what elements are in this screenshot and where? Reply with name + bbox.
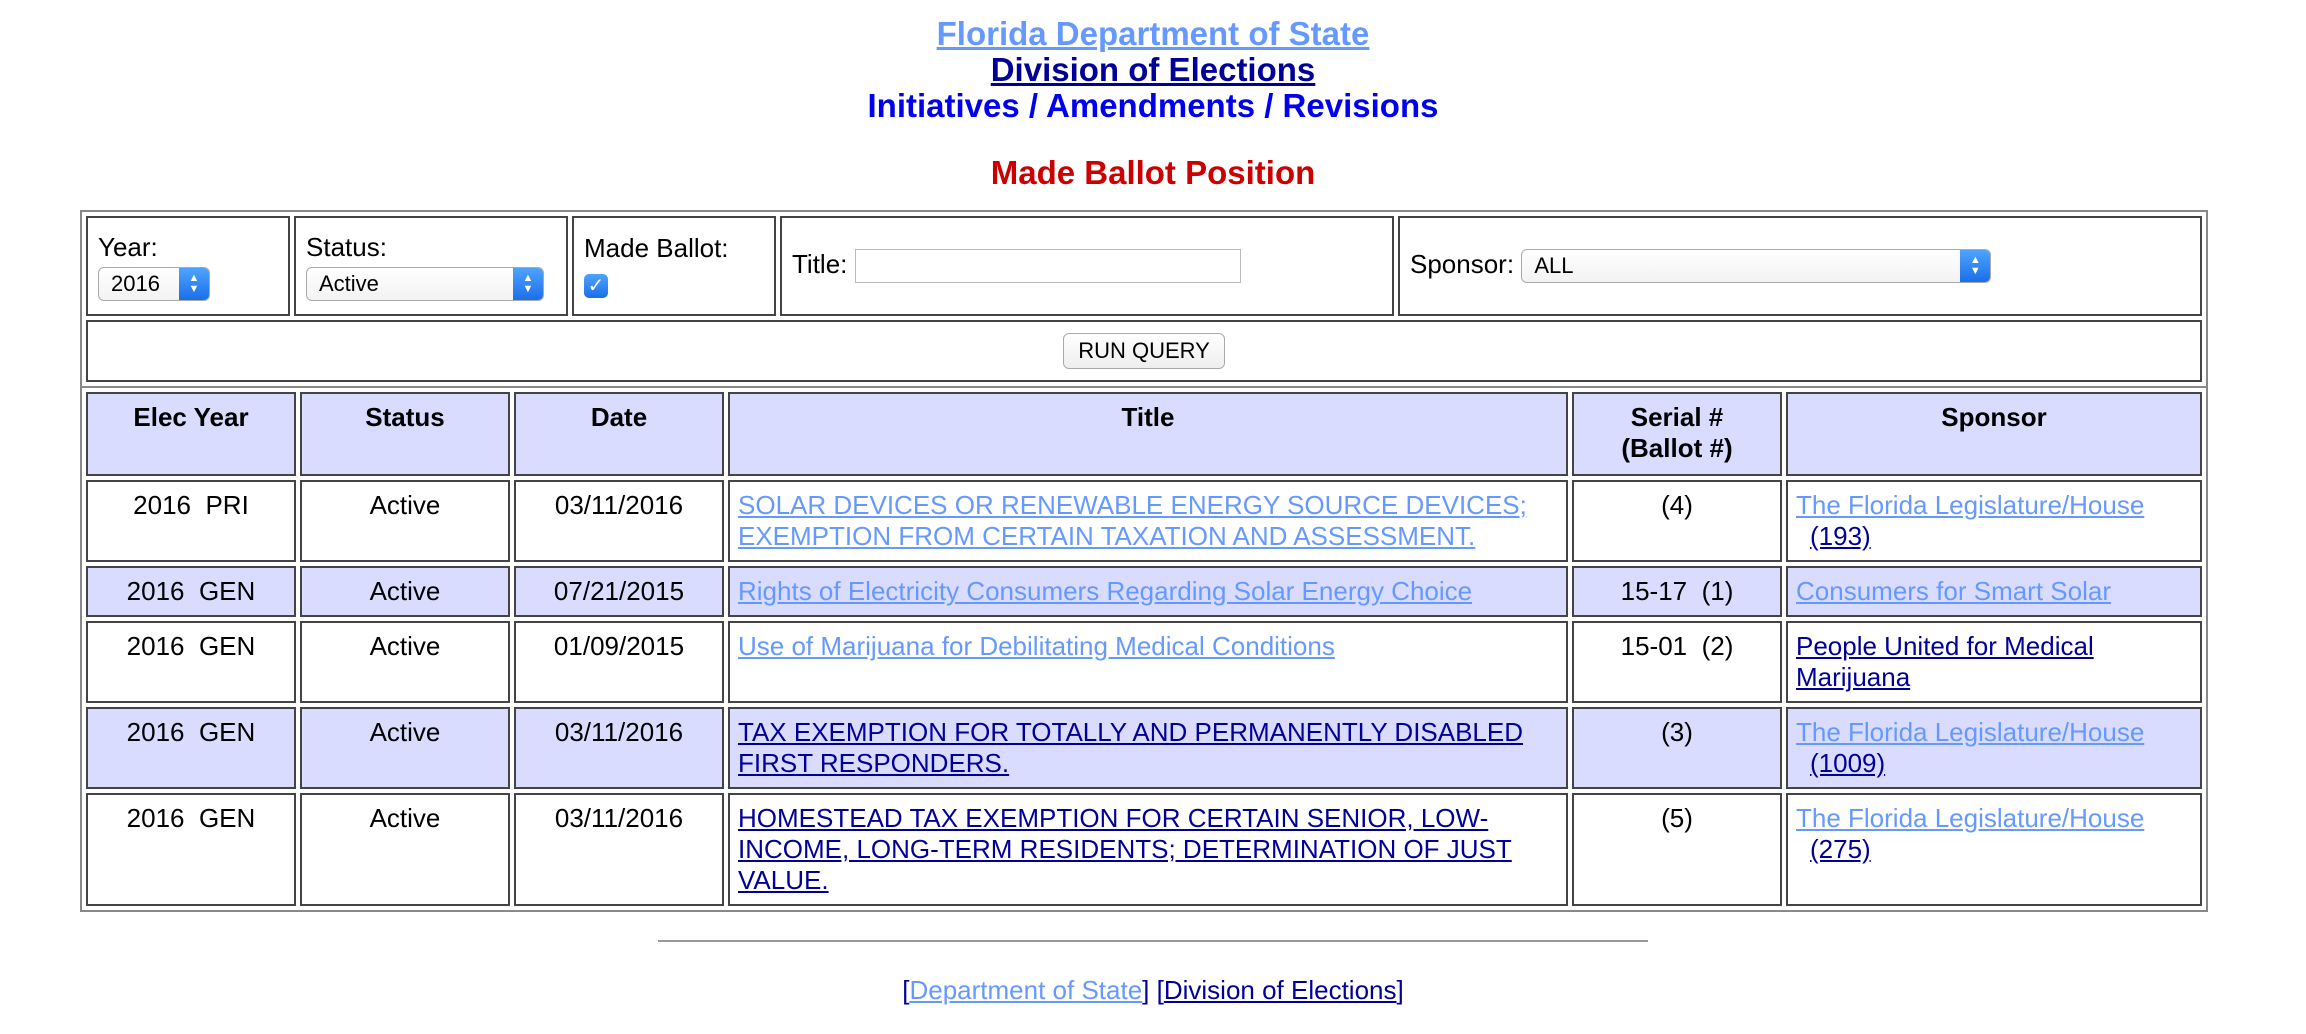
col-serial <box>1572 392 1782 476</box>
sponsor-select[interactable] <box>1521 249 1991 283</box>
select-arrows-icon: ▲ ▼ <box>1960 250 1990 282</box>
row-title-link[interactable]: Rights of Electricity Consumers Regarding Solar Energy Choice <box>738 576 1473 606</box>
row-serial: 15-01 (2) <box>1572 621 1782 703</box>
row-title-link[interactable]: HOMESTEAD TAX EXEMPTION FOR CERTAIN SENIOR, LOW-INCOME, LONG-TERM RESIDENTS; DETERMINATION OF JUST VALUE. <box>738 803 1512 895</box>
select-arrows-icon: ▲ ▼ <box>179 268 209 300</box>
sponsor-label: Sponsor: <box>1410 248 1515 279</box>
row-title-link[interactable]: Use of Marijuana for Debilitating Medical Conditions <box>738 631 1335 661</box>
col-serial-line1: Serial # <box>1630 402 1724 432</box>
sponsor-filter-cell <box>1398 216 2202 316</box>
table-row <box>86 480 2202 562</box>
row-date: 03/11/2016 <box>514 480 724 562</box>
row-sponsor-link[interactable]: People United for Medical Marijuana <box>1796 631 2094 692</box>
year-label: Year: <box>98 231 158 262</box>
made-ballot-filter-cell <box>572 216 776 316</box>
row-status: Active <box>300 707 510 789</box>
status-select-value: Active <box>319 270 379 296</box>
table-row <box>86 793 2202 906</box>
made-ballot-label: Made Ballot: <box>584 233 729 263</box>
made-ballot-checkbox[interactable]: ✓ <box>584 274 608 298</box>
col-status: Status <box>300 392 510 476</box>
col-sponsor: Sponsor <box>1786 392 2202 476</box>
row-sponsor-link[interactable]: The Florida Legislature/House <box>1796 717 2145 747</box>
row-sponsor-num-link[interactable]: (193) <box>1810 521 1871 551</box>
row-sponsor-num-link[interactable]: (275) <box>1810 834 1871 864</box>
row-serial: (4) <box>1572 480 1782 562</box>
row-year: 2016 GEN <box>86 793 296 906</box>
row-status: Active <box>300 621 510 703</box>
col-date: Date <box>514 392 724 476</box>
dept-of-state-link[interactable]: Florida Department of State <box>936 15 1370 52</box>
footer-dept-link[interactable]: Department of State <box>909 975 1143 1005</box>
col-title: Title <box>728 392 1568 476</box>
row-status: Active <box>300 793 510 906</box>
year-select[interactable] <box>98 267 210 301</box>
select-arrows-icon: ▲ ▼ <box>513 268 543 300</box>
run-query-cell <box>86 320 2202 382</box>
col-elec-year: Elec Year <box>86 392 296 476</box>
row-date: 03/11/2016 <box>514 793 724 906</box>
title-filter-cell <box>780 216 1394 316</box>
page-header <box>0 0 2306 190</box>
row-serial: (5) <box>1572 793 1782 906</box>
row-serial: (3) <box>1572 707 1782 789</box>
run-query-button[interactable]: RUN QUERY <box>1063 333 1225 369</box>
filter-table <box>80 210 2208 388</box>
row-status: Active <box>300 566 510 617</box>
title-label: Title: <box>792 248 848 279</box>
row-title-link[interactable]: SOLAR DEVICES OR RENEWABLE ENERGY SOURCE DEVICES; EXEMPTION FROM CERTAIN TAXATION AND ASSESSMENT. <box>738 490 1527 551</box>
division-of-elections-link[interactable]: Division of Elections <box>990 51 1316 88</box>
status-label: Status: <box>306 231 387 262</box>
row-year: 2016 GEN <box>86 566 296 617</box>
year-select-value: 2016 <box>111 270 160 296</box>
col-serial-line2: (Ballot #) <box>1621 433 1733 463</box>
results-table <box>80 388 2208 912</box>
footer-division-link[interactable]: Division of Elections <box>1163 975 1397 1005</box>
table-row <box>86 566 2202 617</box>
row-sponsor-link[interactable]: The Florida Legislature/House <box>1796 803 2145 833</box>
row-year: 2016 GEN <box>86 707 296 789</box>
footer-divider <box>658 940 1648 942</box>
table-row <box>86 707 2202 789</box>
status-filter-cell <box>294 216 568 316</box>
row-title-link[interactable]: TAX EXEMPTION FOR TOTALLY AND PERMANENTLY DISABLED FIRST RESPONDERS. <box>738 717 1524 778</box>
table-row <box>86 621 2202 703</box>
sponsor-select-value: ALL <box>1534 253 1574 279</box>
made-ballot-heading: Made Ballot Position <box>990 154 1316 191</box>
query-form <box>80 210 2208 912</box>
row-sponsor-num-link[interactable]: (1009) <box>1810 748 1886 778</box>
row-date: 03/11/2016 <box>514 707 724 789</box>
row-sponsor-link[interactable]: The Florida Legislature/House <box>1796 490 2145 520</box>
footer-links: [Department of State] [Division of Elections] <box>902 975 1404 1005</box>
page-subtitle: Initiatives / Amendments / Revisions <box>867 87 1439 124</box>
row-status: Active <box>300 480 510 562</box>
row-date: 07/21/2015 <box>514 566 724 617</box>
year-filter-cell <box>86 216 290 316</box>
row-sponsor-link[interactable]: Consumers for Smart Solar <box>1796 576 2111 606</box>
title-input[interactable] <box>855 249 1241 283</box>
row-year: 2016 PRI <box>86 480 296 562</box>
row-year: 2016 GEN <box>86 621 296 703</box>
row-date: 01/09/2015 <box>514 621 724 703</box>
status-select[interactable] <box>306 267 544 301</box>
row-serial: 15-17 (1) <box>1572 566 1782 617</box>
